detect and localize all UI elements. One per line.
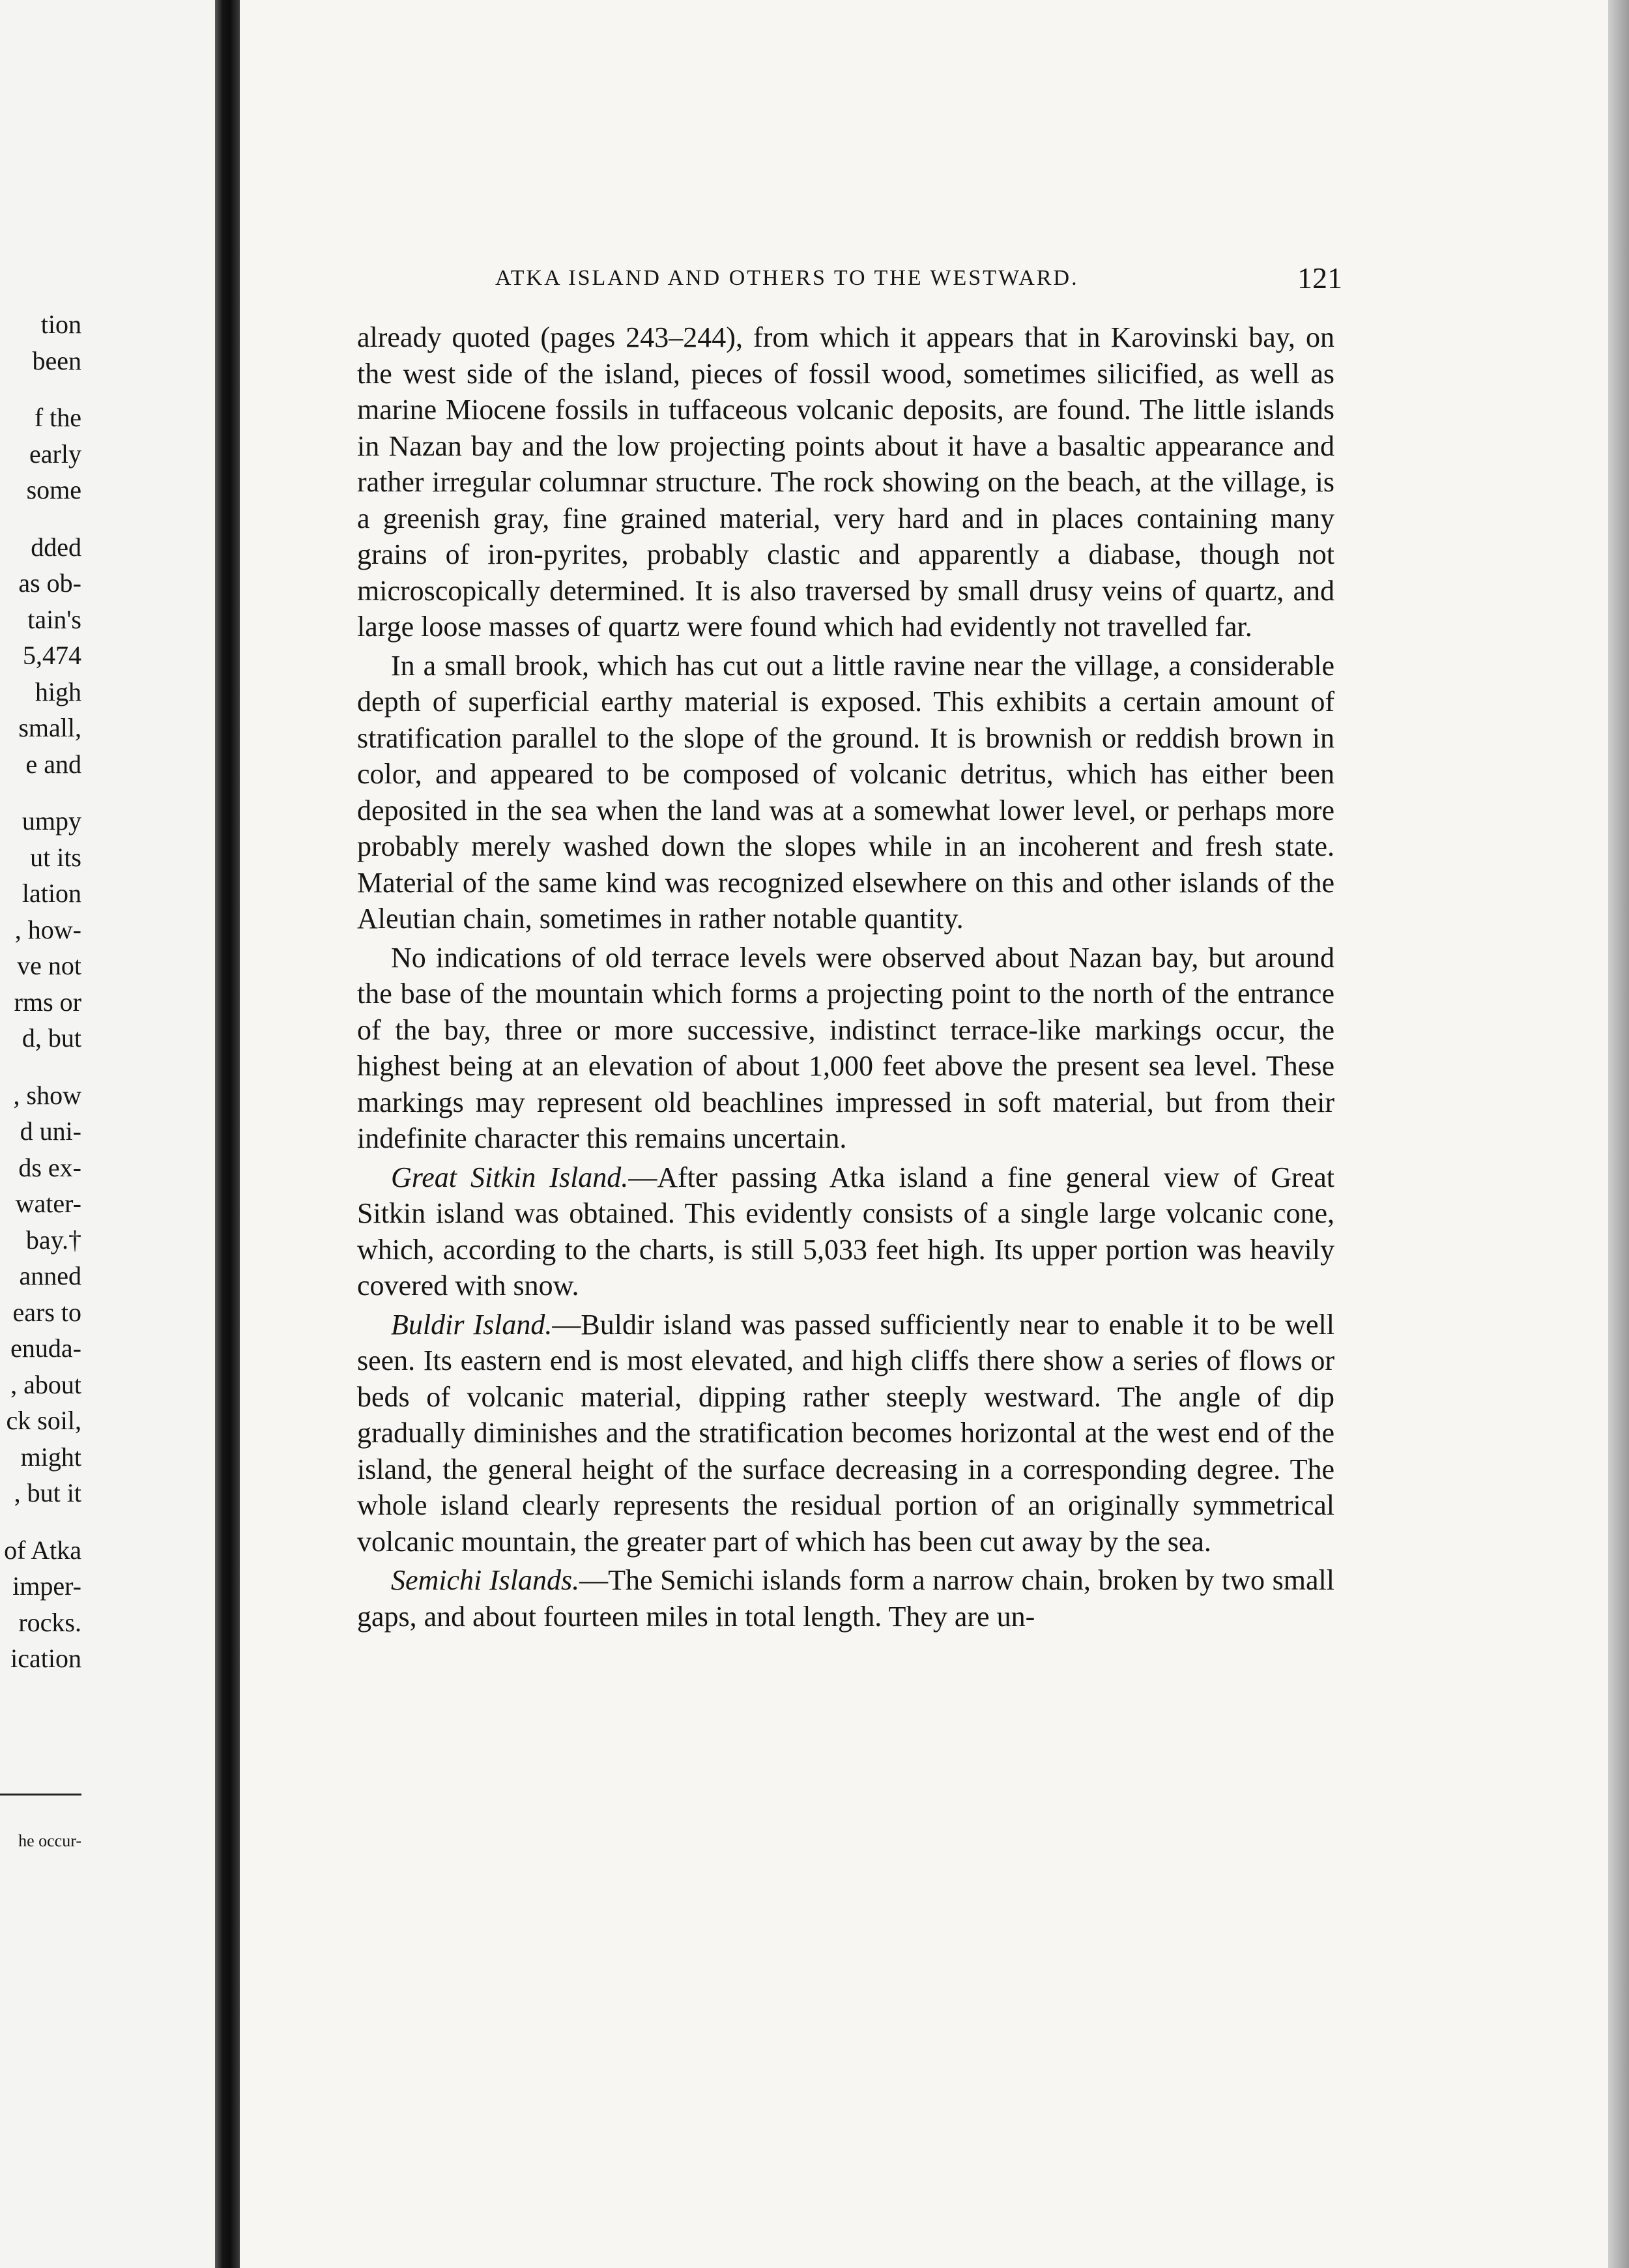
left-line-fragment: lation bbox=[22, 879, 81, 908]
page-number: 121 bbox=[1297, 261, 1342, 295]
left-footnote-rule bbox=[0, 1794, 81, 1796]
left-page-text-fragments bbox=[0, 306, 81, 1677]
left-line-fragment: anned bbox=[19, 1261, 81, 1290]
left-line-fragment: ck soil, bbox=[6, 1406, 81, 1435]
left-line-fragment: might bbox=[20, 1442, 81, 1472]
left-line-fragment: , how- bbox=[14, 914, 81, 944]
paragraph-buldir-text: —Buldir island was passed sufficiently near to enable it to be well seen. Its eastern end is most elevated, and high cliffs there show a series of flows or beds of volcanic material, dipping rather steeply westward. The angle of dip gradually diminishes and the stratification becomes horizontal at the west end of the island, the general height of the surface decreasing in a corresponding degree. The whole island clearly represents the residual portion of an originally symmetrical volcanic mountain, the greater part of which has been cut away by the sea. bbox=[357, 1308, 1335, 1558]
left-line-fragment: some bbox=[26, 475, 81, 504]
paragraph-semichi bbox=[357, 1562, 1334, 1635]
left-line-fragment: ve not bbox=[17, 951, 81, 980]
page-header bbox=[495, 261, 1342, 300]
left-line-fragment: tain's bbox=[27, 604, 81, 634]
left-line-fragment: f the bbox=[34, 403, 81, 432]
running-head: ATKA ISLAND AND OTHERS TO THE WESTWARD. bbox=[495, 266, 1079, 290]
left-line-gap bbox=[0, 1056, 81, 1077]
left-line-fragment: umpy bbox=[22, 806, 81, 836]
left-line-fragment: tion bbox=[40, 310, 81, 339]
left-line-fragment: dded bbox=[31, 532, 81, 562]
left-line-fragment: ut its bbox=[30, 842, 81, 872]
section-head-buldir: Buldir Island. bbox=[391, 1308, 553, 1341]
paragraph-terrace-levels: No indications of old terrace levels were observed about Nazan bay, but around the base of the mountain which forms a projecting point to the north of the entrance of the bay, three or more successive, indistinct terrace-like markings occur, the highest being at an elevation of about 1,000 feet above the present sea level. These markings may represent old beachlines impressed in soft material, but from their indefinite character this remains uncertain. bbox=[357, 941, 1334, 1154]
left-page bbox=[0, 0, 218, 2268]
left-line-fragment: bay.† bbox=[25, 1225, 81, 1255]
left-line-fragment: water- bbox=[15, 1189, 81, 1218]
left-line-fragment: rocks. bbox=[18, 1607, 81, 1637]
paragraph-great-sitkin-text: —After passing Atka island a fine general view of Great Sitkin island was obtained. This evidently consists of a single large volcanic cone, which, according to the charts, is still 5,033 feet high. Its upper portion was heavily covered with snow. bbox=[357, 1161, 1334, 1301]
left-line-fragment: d uni- bbox=[20, 1116, 81, 1146]
left-line-fragment: d, but bbox=[22, 1023, 81, 1053]
left-line-fragment: early bbox=[29, 439, 81, 469]
left-line-fragment: 5,474 bbox=[23, 641, 81, 670]
left-line-fragment: e and bbox=[25, 749, 81, 779]
left-line-gap bbox=[0, 508, 81, 529]
left-line-fragment: high bbox=[35, 676, 81, 706]
left-line-gap bbox=[0, 1511, 81, 1532]
left-line-gap bbox=[0, 782, 81, 803]
left-line-gap bbox=[0, 379, 81, 400]
right-page-edge bbox=[1608, 0, 1629, 2268]
left-line-fragment: enuda- bbox=[10, 1333, 81, 1363]
section-head-semichi: Semichi Islands. bbox=[391, 1564, 580, 1596]
section-head-great-sitkin: Great Sitkin Island. bbox=[391, 1161, 629, 1193]
left-line-fragment: , about bbox=[10, 1369, 81, 1399]
body-text bbox=[357, 319, 1334, 1635]
left-line-fragment: rms or bbox=[14, 987, 81, 1017]
paragraph-buldir bbox=[357, 1307, 1334, 1560]
left-line-fragment: ds ex- bbox=[18, 1152, 81, 1182]
left-line-fragment: been bbox=[32, 345, 81, 375]
left-line-fragment: as ob- bbox=[18, 568, 81, 598]
paragraph-brook-deposits: In a small brook, which has cut out a little ravine near the village, a considerable depth of superficial earthy material is exposed. This exhibits a certain amount of stratification parallel to the slope of the ground. It is brownish or reddish brown in color, and appeared to be composed of volcanic detritus, which has either been deposited in the sea when the land was at a somewhat lower level, or perhaps more probably merely washed down the slopes while in an incoherent and fresh state. Material of the same kind was recognized elsewhere on this and other islands of the Aleutian chain, sometimes in rather notable quantity. bbox=[357, 649, 1334, 935]
paragraph-semichi-text: —The Semichi islands form a narrow chain, broken by two small gaps, and about fourteen miles in total length. They are un- bbox=[357, 1564, 1335, 1633]
left-line-fragment: of Atka bbox=[4, 1535, 81, 1565]
book-gutter bbox=[215, 0, 240, 2268]
left-line-fragment: imper- bbox=[12, 1571, 81, 1601]
paragraph-great-sitkin bbox=[357, 1159, 1334, 1304]
left-line-fragment: ication bbox=[10, 1644, 81, 1673]
left-line-fragment: ears to bbox=[12, 1297, 81, 1327]
paragraph-atka-geology: already quoted (pages 243–244), from which it appears that in Karovinski bay, on the west side of the island, pieces of fossil wood, sometimes silicified, as well as marine Miocene fossils in tuffaceous volcanic deposits, are found. The little islands in Nazan bay and the low projecting points about it have a basaltic appearance and rather irregular columnar structure. The rock showing on the beach, at the village, is a greenish gray, fine grained material, very hard and in places containing many grains of iron-pyrites, probably clastic and apparently a diabase, though not microscopically determined. It is also traversed by small drusy veins of quartz, and large loose masses of quartz were found which had evidently not travelled far. bbox=[357, 321, 1334, 643]
left-line-fragment: , show bbox=[13, 1080, 81, 1110]
left-line-fragment: small, bbox=[18, 713, 81, 742]
left-footnote-fragment: he occur- bbox=[18, 1831, 81, 1850]
left-line-fragment: , but it bbox=[14, 1478, 81, 1507]
